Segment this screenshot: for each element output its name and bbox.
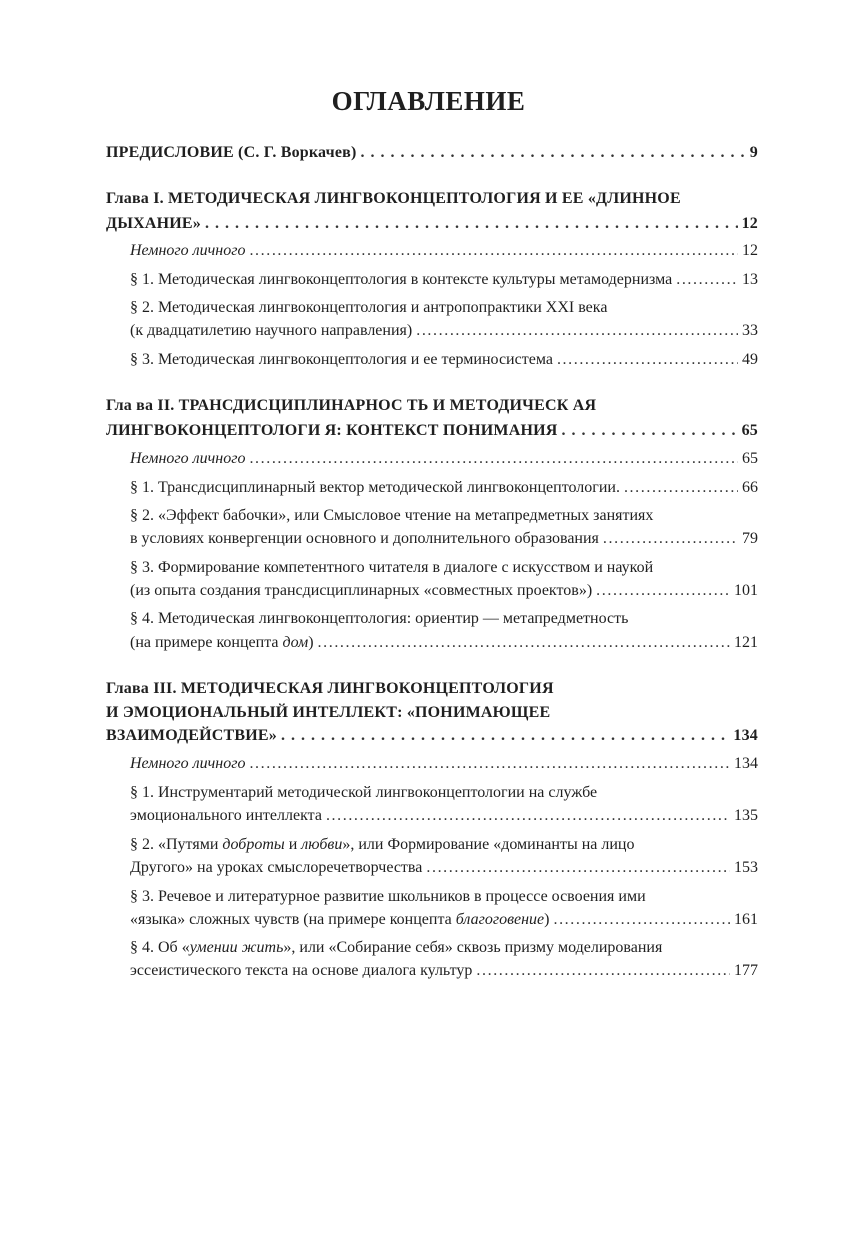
entry-title: § 2. «Путями доброты и любви», или Формирование «доминанты на лицо <box>130 836 635 853</box>
page-number: 101 <box>734 582 758 599</box>
page-number: 13 <box>742 271 758 288</box>
entry-title: (на примере концепта дом) <box>130 634 314 651</box>
page-number: 161 <box>734 911 758 928</box>
toc-entry-line1[interactable] <box>130 608 758 630</box>
dot-leader <box>361 142 746 164</box>
chapter-heading-1-line1[interactable] <box>106 188 758 210</box>
entry-title: Глава I. МЕТОДИЧЕСКАЯ ЛИНГВОКОНЦЕПТОЛОГИЯ И ЕЕ «ДЛИННОЕ <box>106 190 681 207</box>
toc-entry-line1[interactable] <box>130 782 758 804</box>
page-number: 79 <box>742 530 758 547</box>
toc-entry[interactable] <box>130 240 758 262</box>
toc-entry[interactable] <box>130 349 758 371</box>
chapter-heading-2-line2[interactable] <box>106 420 758 442</box>
toc-entry-line2[interactable] <box>130 857 758 879</box>
page-number: 134 <box>733 727 758 744</box>
toc-entry-line1[interactable] <box>130 505 758 527</box>
dot-leader <box>596 580 730 602</box>
entry-title: эмоционального интеллекта <box>130 807 322 824</box>
dot-leader <box>562 420 738 442</box>
entry-title: § 1. Методическая лингвоконцептология в контексте культуры метамодернизма <box>130 271 673 288</box>
entry-title: Глава III. МЕТОДИЧЕСКАЯ ЛИНГВОКОНЦЕПТОЛОГИЯ <box>106 680 554 697</box>
chapter-heading-3-line2[interactable] <box>106 702 758 724</box>
page-number: 135 <box>734 807 758 824</box>
page-number: 177 <box>734 962 758 979</box>
entry-title: (к двадцатилетию научного направления) <box>130 322 413 339</box>
dot-leader <box>249 448 738 470</box>
entry-title: Другого» на уроках смыслоречетворчества <box>130 859 423 876</box>
toc-entry-line1[interactable] <box>130 886 758 908</box>
dot-leader <box>326 805 730 827</box>
entry-title: Немного личного <box>130 755 246 772</box>
dot-leader <box>281 725 729 747</box>
entry-title: ДЫХАНИЕ» <box>106 215 201 232</box>
dot-leader <box>557 349 738 371</box>
toc-entry[interactable] <box>130 269 758 291</box>
toc-entry-line1[interactable] <box>130 557 758 579</box>
dot-leader <box>416 320 738 342</box>
chapter-heading-1-line2[interactable] <box>106 213 758 235</box>
page-number: 134 <box>734 755 758 772</box>
entry-title: § 4. Методическая лингвоконцептология: ориентир — метапредметность <box>130 610 629 627</box>
toc-entry-preface[interactable] <box>106 142 758 164</box>
page-number: 65 <box>742 450 758 467</box>
page-number: 9 <box>749 144 758 161</box>
page-number: 12 <box>742 242 758 259</box>
entry-title: в условиях конвергенции основного и дополнительного образования <box>130 530 599 547</box>
page-number: 121 <box>734 634 758 651</box>
toc-entry-line2[interactable] <box>130 960 758 982</box>
entry-title: § 1. Трансдисциплинарный вектор методической лингвоконцептологии. <box>130 479 620 496</box>
toc-entry[interactable] <box>130 753 758 775</box>
page-number: 66 <box>742 479 758 496</box>
toc-entry-line2[interactable] <box>130 528 758 550</box>
chapter-heading-3-line3[interactable] <box>106 725 758 747</box>
toc-entry-line1[interactable] <box>130 834 758 856</box>
entry-title: Немного личного <box>130 450 246 467</box>
entry-title: «языка» сложных чувств (на примере концепта благоговение) <box>130 911 550 928</box>
page-number: 12 <box>741 215 758 232</box>
toc-entry-line2[interactable] <box>130 632 758 654</box>
page-number: 65 <box>741 422 758 439</box>
dot-leader <box>476 960 730 982</box>
entry-title: § 2. «Эффект бабочки», или Смысловое чтение на метапредметных занятиях <box>130 507 654 524</box>
entry-title: § 4. Об «умении жить», или «Собирание себя» сквозь призму моделирования <box>130 939 663 956</box>
dot-leader <box>426 857 730 879</box>
chapter-heading-3-line1[interactable] <box>106 678 758 700</box>
entry-title: (из опыта создания трансдисциплинарных «совместных проектов») <box>130 582 593 599</box>
toc-entry[interactable] <box>130 477 758 499</box>
dot-leader <box>624 477 738 499</box>
dot-leader <box>249 240 738 262</box>
dot-leader <box>249 753 730 775</box>
page-number: 49 <box>742 351 758 368</box>
entry-title: § 3. Речевое и литературное развитие школьников в процессе освоения ими <box>130 888 646 905</box>
dot-leader <box>676 269 738 291</box>
entry-title: ВЗАИМОДЕЙСТВИЕ» <box>106 727 278 744</box>
dot-leader <box>205 213 738 235</box>
dot-leader <box>603 528 738 550</box>
entry-title: Гла ва II. ТРАНСДИСЦИПЛИНАРНОС ТЬ И МЕТОДИЧЕСК АЯ <box>106 397 597 414</box>
entry-title: эссеистического текста на основе диалога культур <box>130 962 473 979</box>
toc-entry-line2[interactable] <box>130 580 758 602</box>
toc-entry[interactable] <box>130 448 758 470</box>
toc-entry-line2[interactable] <box>130 909 758 931</box>
entry-title: § 2. Методическая лингвоконцептология и антропопрактики XXI века <box>130 299 608 316</box>
dot-leader <box>318 632 730 654</box>
page-number: 33 <box>742 322 758 339</box>
entry-title: § 3. Методическая лингвоконцептология и ее терминосистема <box>130 351 553 368</box>
entry-title: И ЭМОЦИОНАЛЬНЫЙ ИНТЕЛЛЕКТ: «ПОНИМАЮЩЕЕ <box>106 704 551 721</box>
entry-title: § 1. Инструментарий методической лингвоконцептологии на службе <box>130 784 598 801</box>
chapter-heading-2-line1[interactable] <box>106 395 758 417</box>
entry-title: ЛИНГВОКОНЦЕПТОЛОГИ Я: КОНТЕКСТ ПОНИМАНИЯ <box>106 422 558 439</box>
page-number: 153 <box>734 859 758 876</box>
toc-entry-line1[interactable] <box>130 937 758 959</box>
toc-entry-line2[interactable] <box>130 320 758 342</box>
page-title: ОГЛАВЛЕНИЕ <box>331 86 526 116</box>
entry-title: Немного личного <box>130 242 246 259</box>
entry-title: ПРЕДИСЛОВИЕ (С. Г. Воркачев) <box>106 144 357 161</box>
entry-title: § 3. Формирование компетентного читателя в диалоге с искусством и наукой <box>130 559 654 576</box>
toc-entry-line2[interactable] <box>130 805 758 827</box>
dot-leader <box>553 909 730 931</box>
toc-entry-line1[interactable] <box>130 297 758 319</box>
